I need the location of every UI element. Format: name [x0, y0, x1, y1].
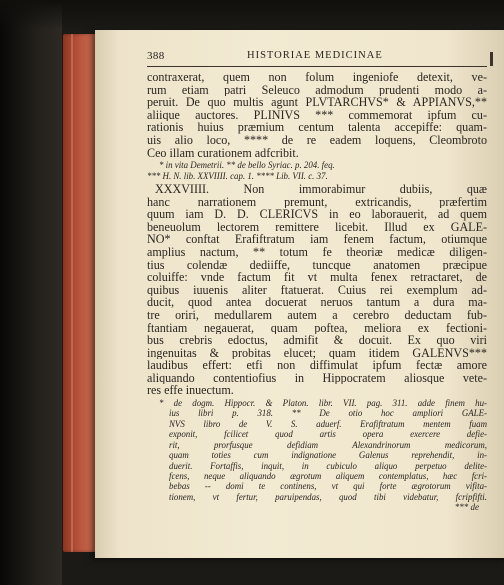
text-line: uis alio loco, **** de re eadem loquens, Cleombroto	[147, 133, 487, 147]
text-line: aliquando contentiofius in Hippocratem aliosque vete-	[147, 371, 487, 385]
page-marker	[490, 52, 493, 66]
footnote-line: rit, prorfusque defidiam Alexandrinorum medicorum,	[169, 439, 487, 450]
text-line: contraxerat, quem non folum ingeniofe detexit, ve-	[147, 71, 487, 84]
text-line: rum etiam patri Seleuco admodum prudenti modo a-	[147, 83, 487, 97]
text-line: tius colendæ dediiffe, tuncque anatomen præcipue	[147, 258, 487, 272]
text-line: res effe inuectum.	[147, 384, 234, 398]
page-number: 388	[147, 50, 165, 62]
footnote-line: quam toties cum indignatione Galenus reprehendit, in-	[169, 450, 487, 461]
book-page	[95, 30, 504, 558]
text-line: rationis huius præmium centum talenta accepiffe: quam-	[147, 121, 487, 134]
text-line: XXXVIIII. Non immorabimur dubiis, quæ	[155, 182, 487, 196]
text-line: ducit, quod antea docuerat neruos tantum a dura ma-	[147, 296, 487, 309]
binding-shadow	[0, 0, 62, 585]
text-line: ingenuitas & probitas elucet; quam itidem GALENVS***	[147, 346, 487, 360]
text-line: bus crebris edoctus, admifit & docuit. Ex quo viri	[147, 334, 487, 347]
catchword: *** de	[454, 502, 479, 513]
text-line: beneuolum lectorem remittere licebit. Illud ex GALE-	[147, 220, 487, 234]
footnote-line: * in vita Demetrii. ** de bello Syriac. p. 204. feq.	[159, 160, 335, 171]
footnote-line: NVS libro de V. S. aduerf. Erafiftratum mentem fuam	[169, 418, 487, 429]
paragraph-1	[147, 71, 487, 159]
text-line: amplius nactum, ** totum fe theoriæ medicæ diligen-	[147, 245, 487, 259]
paragraph-2	[147, 183, 487, 397]
footnote-line: duerit. Fortaffis, inquit, in cubiculo aliquo perpetuo delite-	[169, 460, 487, 471]
footnote-line: tionem, vt fertur, paruipendas, quod tibi videbatur, fcripfifti.	[169, 491, 487, 502]
text-line: quibus iuuenis aliter ftatuerat. Cuius rei exemplum ad-	[147, 283, 487, 297]
running-head	[147, 50, 487, 67]
text-line: peruit. De quo multis agunt PLVTARCHVS* & APPIANVS,**	[147, 96, 487, 109]
text-line: laudibus effert: etfi non diffimulat ipfum fectæ amore	[147, 359, 487, 372]
footnotes-1	[147, 160, 487, 181]
top-shadow	[0, 0, 504, 30]
footnote-line: ius libri p. 318. ** De otio hoc ampliori GALE-	[169, 408, 487, 419]
page-text	[147, 50, 487, 512]
running-title: HISTORIAE MEDICINAE	[247, 50, 383, 61]
footnotes-2	[147, 398, 487, 502]
footnote-line: fcens, neque aliquando ægrotum aliquem contemplatus, hæc fcri-	[169, 470, 487, 481]
footnote-line: bebas -- domi te continens, vt qui forte ægrotorum vifita-	[169, 481, 487, 492]
footnote-line: exponit, fcilicet quod artis opera exercere defie-	[169, 429, 487, 440]
text-line: Ceo illam curationem adfcribit.	[147, 146, 299, 160]
text-line: quum iam D. D. CLERICVS in eo laborauerit, ad quem	[147, 208, 487, 221]
text-line: ftantiam negauerat, quam poftea, meliora ex fectioni-	[147, 321, 487, 335]
footnote-line: *** H. N. lib. XXVIIII. cap. 1. **** Lib. VII. c. 37.	[147, 170, 328, 181]
footnote-line: * de dogm. Hippocr. & Platon. libr. VII. pag. 311. adde finem hu-	[159, 398, 487, 409]
head-rule	[147, 66, 487, 67]
text-line: NO* conftat Erafiftratum iam fenem factum, otiumque	[147, 233, 487, 246]
text-line: aliique auctores. PLINIVS *** commemorat ipfum cu-	[147, 108, 487, 122]
text-line: tre oriri, medullarem autem a cerebro deductam fub-	[147, 308, 487, 322]
text-line: hanc narrationem premunt, extricandis, præfertim	[147, 195, 487, 209]
text-line: coluiffe: vnde factum fit vt multa fenex retractaret, de	[147, 271, 487, 284]
